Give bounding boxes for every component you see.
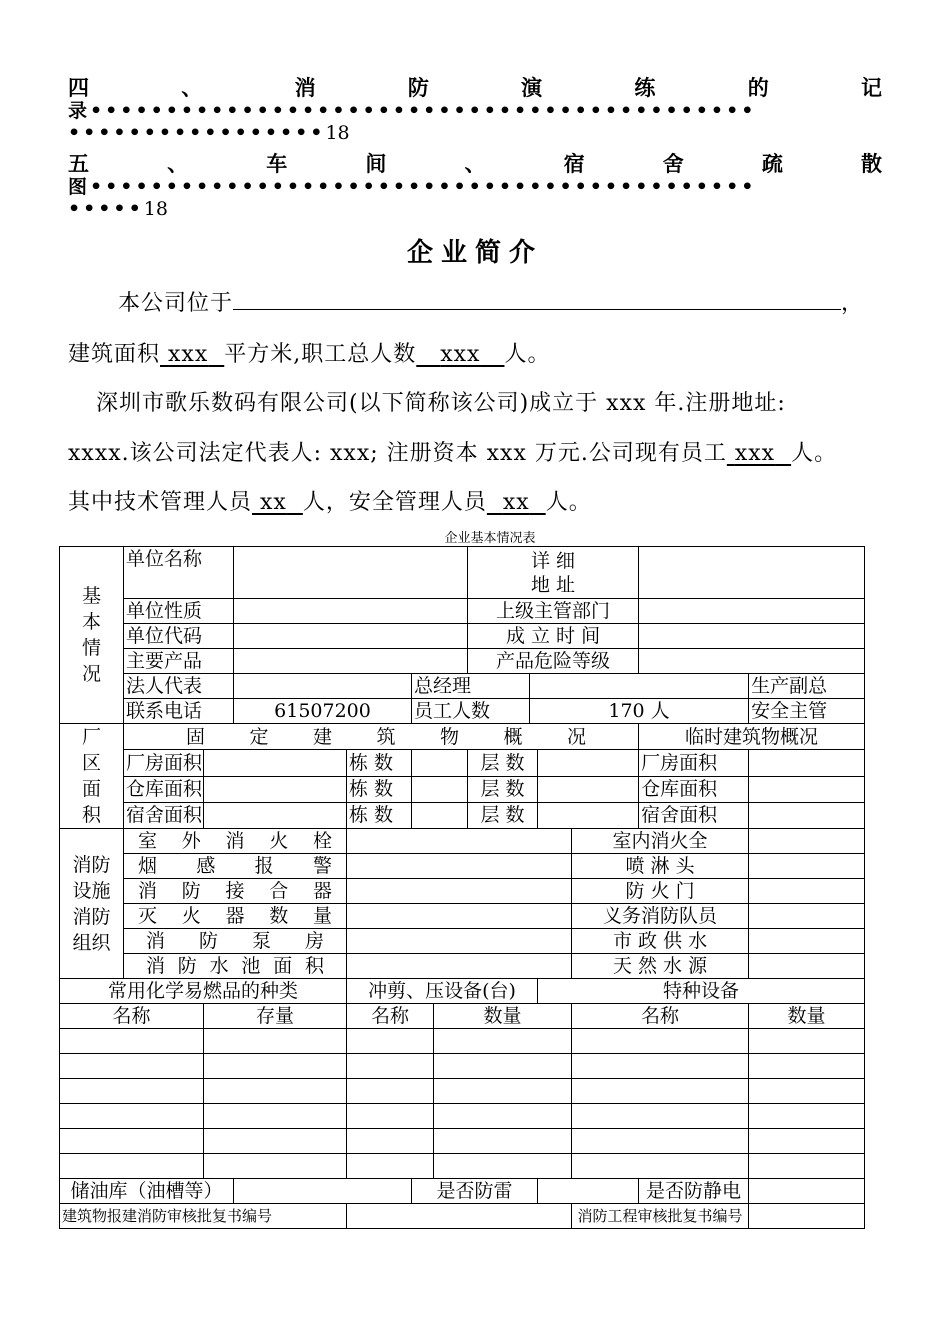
legal-rep-label: 法人代表: [124, 674, 234, 699]
employees-value: 170 人: [530, 699, 749, 724]
fire-item-label: 消 防 接 合 器: [124, 879, 347, 904]
intro-line-2: 建筑面积 xxx 平方米,职工总人数 xxx 人。: [68, 342, 551, 367]
fire-group-label: 消防设施消防组织: [60, 829, 124, 979]
equipment-cell[interactable]: [434, 1104, 572, 1129]
unit-nature-field[interactable]: [234, 599, 468, 624]
equipment-cell[interactable]: [434, 1079, 572, 1104]
unit-code-field[interactable]: [234, 624, 468, 649]
equipment-cell[interactable]: [204, 1054, 347, 1079]
equipment-cell[interactable]: [749, 1129, 865, 1154]
tech-staff-value: xx: [260, 490, 287, 515]
fire-item-right-field[interactable]: [749, 954, 865, 979]
press-qty-header: 数量: [434, 1004, 572, 1029]
main-products-field[interactable]: [234, 649, 468, 674]
area-field[interactable]: [204, 776, 347, 802]
equipment-cell[interactable]: [572, 1104, 749, 1129]
equipment-cell[interactable]: [204, 1079, 347, 1104]
fire-item-field[interactable]: [347, 829, 572, 854]
equipment-cell[interactable]: [347, 1079, 434, 1104]
equipment-cell[interactable]: [347, 1029, 434, 1054]
intro-line-4: xxxx.该公司法定代表人: xxx; 注册资本 xxx 万元.公司现有员工 xxx 人。: [68, 441, 838, 466]
equipment-cell[interactable]: [204, 1154, 347, 1179]
safety-manager-label: 安全主管: [749, 699, 865, 724]
buildings-field[interactable]: [412, 776, 468, 802]
lightning-label: 是否防雷: [412, 1179, 538, 1204]
intro-line-5: 其中技术管理人员 xx 人，安全管理人员 xx 人。: [68, 490, 592, 515]
fire-item-right-label: 市 政 供 水: [572, 929, 749, 954]
equipment-cell[interactable]: [347, 1054, 434, 1079]
location-blank: [233, 287, 841, 310]
vice-production-label: 生产副总: [749, 674, 865, 699]
equipment-cell[interactable]: [749, 1054, 865, 1079]
oil-storage-field[interactable]: [234, 1179, 412, 1204]
floors-field[interactable]: [538, 750, 639, 776]
fire-item-field[interactable]: [347, 904, 572, 929]
equipment-cell[interactable]: [204, 1129, 347, 1154]
equipment-cell[interactable]: [749, 1104, 865, 1129]
presses-heading: 冲剪、压设备(台): [347, 979, 538, 1004]
special-name-header: 名称: [572, 1004, 749, 1029]
page-title: 企业简介: [406, 238, 543, 268]
temp-area-field[interactable]: [749, 802, 865, 828]
equipment-cell[interactable]: [572, 1054, 749, 1079]
floors-label: 层 数: [468, 750, 538, 776]
fire-item-label: 消 防 泵 房: [124, 929, 347, 954]
lightning-field[interactable]: [538, 1179, 639, 1204]
temp-area-field[interactable]: [749, 776, 865, 802]
general-manager-label: 总经理: [412, 674, 530, 699]
fire-eng-approval-label: 消防工程审核批复书编号: [572, 1204, 749, 1229]
buildings-label: 栋 数: [347, 776, 412, 802]
unit-name-label: 单位名称: [124, 547, 234, 599]
fixed-building-heading: 固 定 建 筑 物 概 况: [124, 724, 639, 750]
temp-area-label: 宿舍面积: [639, 802, 749, 828]
fire-item-right-label: 喷 淋 头: [572, 854, 749, 879]
product-hazard-label: 产品危险等级: [468, 649, 639, 674]
fire-item-right-label: 天 然 水 源: [572, 954, 749, 979]
equipment-cell[interactable]: [434, 1154, 572, 1179]
founded-label: 成 立 时 间: [468, 624, 639, 649]
floors-field[interactable]: [538, 776, 639, 802]
founded-field[interactable]: [639, 624, 865, 649]
floors-field[interactable]: [538, 802, 639, 828]
toc-entry-4[interactable]: [68, 76, 882, 144]
area-group-label: 厂区面积: [60, 724, 124, 829]
address-field[interactable]: [639, 547, 865, 599]
equipment-cell[interactable]: [347, 1129, 434, 1154]
area-value: xxx: [168, 342, 209, 367]
equipment-cell[interactable]: [572, 1079, 749, 1104]
product-hazard-field[interactable]: [639, 649, 865, 674]
press-name-header: 名称: [347, 1004, 434, 1029]
special-equipment-heading: 特种设备: [538, 979, 865, 1004]
area-row-label: 厂房面积: [124, 750, 204, 776]
intro-line-3: 深圳市歌乐数码有限公司(以下简称该公司)成立于 xxx 年.注册地址:: [96, 391, 786, 416]
chem-stock-header: 存量: [204, 1004, 347, 1029]
fire-item-label: 室 外 消 火 栓: [124, 829, 347, 854]
area-row-label: 宿舍面积: [124, 802, 204, 828]
main-products-label: 主要产品: [124, 649, 234, 674]
buildings-label: 栋 数: [347, 802, 412, 828]
equipment-cell[interactable]: [347, 1104, 434, 1129]
toc-page-number: 18: [143, 198, 168, 220]
temp-building-heading: 临时建筑物概况: [639, 724, 865, 750]
buildings-label: 栋 数: [347, 750, 412, 776]
unit-nature-label: 单位性质: [124, 599, 234, 624]
fire-item-field[interactable]: [347, 879, 572, 904]
equipment-cell[interactable]: [572, 1154, 749, 1179]
fire-item-right-label: 防 火 门: [572, 879, 749, 904]
superior-dept-label: 上级主管部门: [468, 599, 639, 624]
equipment-cell[interactable]: [204, 1104, 347, 1129]
fire-item-right-field[interactable]: [749, 854, 865, 879]
equipment-cell[interactable]: [749, 1154, 865, 1179]
fire-item-label: 烟 感 报 警: [124, 854, 347, 879]
company-info-table: [59, 546, 865, 1229]
fire-item-right-field[interactable]: [749, 929, 865, 954]
floors-label: 层 数: [468, 802, 538, 828]
equipment-cell[interactable]: [572, 1029, 749, 1054]
toc-leader: •••••18: [68, 198, 168, 220]
area-field[interactable]: [204, 750, 347, 776]
fire-item-right-field[interactable]: [749, 879, 865, 904]
static-label: 是否防静电: [639, 1179, 749, 1204]
equipment-cell[interactable]: [60, 1079, 204, 1104]
area-row-label: 仓库面积: [124, 776, 204, 802]
equipment-cell[interactable]: [204, 1029, 347, 1054]
equipment-cell[interactable]: [60, 1104, 204, 1129]
toc-leader: •••••••••••••••••18: [68, 122, 350, 144]
equipment-cell[interactable]: [60, 1129, 204, 1154]
temp-area-label: 厂房面积: [639, 750, 749, 776]
fire-item-right-field[interactable]: [749, 829, 865, 854]
intro-line-1: 本公司位于 ，: [118, 286, 864, 317]
superior-dept-field[interactable]: [639, 599, 865, 624]
equipment-cell[interactable]: [434, 1029, 572, 1054]
legal-rep-field[interactable]: [234, 674, 412, 699]
fire-item-field[interactable]: [347, 929, 572, 954]
chem-name-header: 名称: [60, 1004, 204, 1029]
equipment-cell[interactable]: [434, 1129, 572, 1154]
address-label: 详 细 地 址: [468, 547, 639, 599]
equipment-cell[interactable]: [347, 1154, 434, 1179]
fire-item-field[interactable]: [347, 954, 572, 979]
temp-area-label: 仓库面积: [639, 776, 749, 802]
toc-entry-5[interactable]: [68, 152, 882, 220]
floors-label: 层 数: [468, 776, 538, 802]
safety-staff-value: xx: [502, 490, 530, 515]
employees-label: 员工人数: [412, 699, 530, 724]
fire-item-right-label: 室内消火全: [572, 829, 749, 854]
equipment-cell[interactable]: [60, 1154, 204, 1179]
area-field[interactable]: [204, 802, 347, 828]
chemicals-heading: 常用化学易燃品的种类: [60, 979, 347, 1004]
building-approval-field[interactable]: [347, 1204, 572, 1229]
unit-code-label: 单位代码: [124, 624, 234, 649]
toc-leader: 图••••••••••••••••••••••••••••••••••••••••••••: [68, 176, 757, 198]
equipment-cell[interactable]: [749, 1029, 865, 1054]
buildings-field[interactable]: [412, 750, 468, 776]
basic-info-group-label: 基本情况: [60, 547, 124, 724]
equipment-cell[interactable]: [60, 1054, 204, 1079]
oil-storage-label: 储油库（油槽等）: [60, 1179, 234, 1204]
equipment-cell[interactable]: [434, 1054, 572, 1079]
toc-page-number: 18: [325, 122, 350, 144]
fire-item-label: 灭 火 器 数 量: [124, 904, 347, 929]
equipment-cell[interactable]: [749, 1079, 865, 1104]
general-manager-field[interactable]: [530, 674, 749, 699]
unit-name-field[interactable]: [234, 547, 468, 599]
fire-item-right-field[interactable]: [749, 904, 865, 929]
fire-item-field[interactable]: [347, 854, 572, 879]
phone-label: 联系电话: [124, 699, 234, 724]
employee-count-value: xxx: [734, 441, 776, 466]
fire-item-label: 消 防 水 池 面 积: [124, 954, 347, 979]
buildings-field[interactable]: [412, 802, 468, 828]
temp-area-field[interactable]: [749, 750, 865, 776]
equipment-cell[interactable]: [60, 1029, 204, 1054]
static-field[interactable]: [749, 1179, 865, 1204]
toc-entry-5-heading: 五 、 车 间 、 宿 舍 疏 散: [68, 152, 882, 176]
toc-entry-4-heading: 四 、 消 防 演 练 的 记: [68, 76, 882, 100]
special-qty-header: 数量: [749, 1004, 865, 1029]
phone-value: 61507200: [234, 699, 412, 724]
table-caption: 企业基本情况表: [444, 531, 536, 546]
fire-eng-approval-field[interactable]: [749, 1204, 865, 1229]
building-approval-label: 建筑物报建消防审核批复书编号: [60, 1204, 347, 1229]
fire-item-right-label: 义务消防队员: [572, 904, 749, 929]
staff-total-value: xxx: [440, 342, 481, 367]
toc-leader: 录••••••••••••••••••••••••••••••••••••••••••••: [68, 100, 757, 122]
equipment-cell[interactable]: [572, 1129, 749, 1154]
